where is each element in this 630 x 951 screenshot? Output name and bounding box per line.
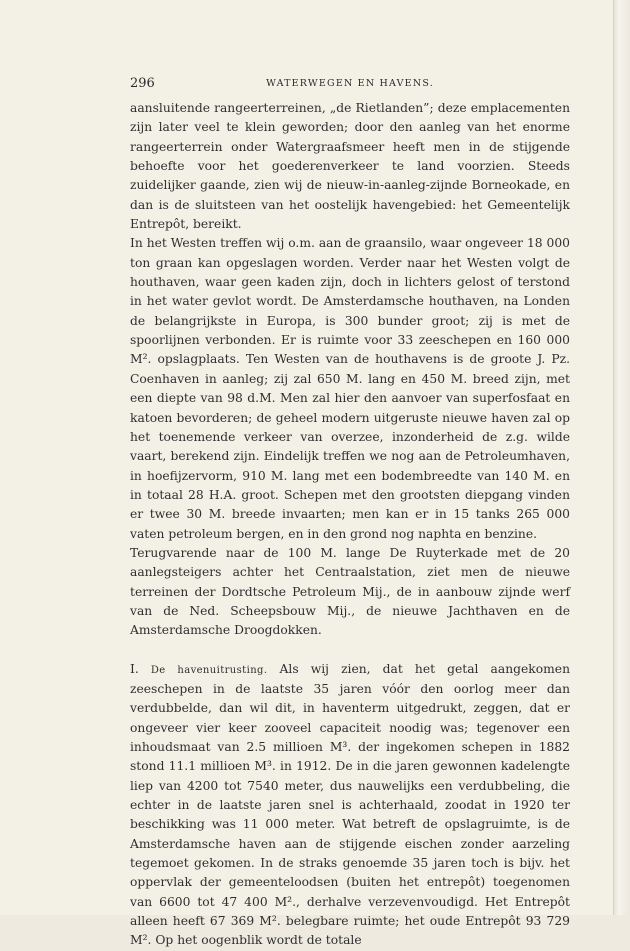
page-body bbox=[130, 99, 570, 951]
paragraph: In het Westen treffen wij o.m. aan de graansilo, waar ongeveer 18 000 ton graan kan opgeslagen worden. Verder naar het Westen volgt de houthaven, waar geen kaden zijn, doch in lichters gelost of terstond in het water gevlot wordt. De Amsterdamsche houthaven, na Londen de belangrijkste in Europa, is 300 bunder groot; zij is met de spoorlijnen verbonden. Er is ruimte voor 33 zeeschepen en 160 000 M². opslagplaats. Ten Westen van de houthavens is de groote J. Pz. Coenhaven in aanleg; zij zal 650 M. lang en 450 M. breed zijn, met een diepte van 98 d.M. Men zal hier den aanvoer van superfosfaat en katoen bevorderen; de geheel modern uitgeruste nieuwe haven zal op het toenemende verkeer van overzee, inzonderheid de z.g. wilde vaart, berekend zijn. Eindelijk treffen we nog aan de Petroleumhaven, in hoefijzervorm, 910 M. lang met een bodembreedte van 140 M. en in totaal 28 H.A. groot. Schepen met den grootsten diepgang vinden er twee 30 M. breede invaarten; men kan er in 15 tanks 265 000 vaten petroleum bergen, en in den grond nog naphta en benzine. bbox=[130, 236, 570, 541]
page-number: 296 bbox=[130, 76, 155, 91]
section-gap bbox=[130, 641, 570, 660]
running-title: WATERWEGEN EN HAVENS. bbox=[266, 78, 434, 89]
section-number: I. bbox=[130, 661, 139, 676]
section-heading: De havenuitrusting. bbox=[150, 664, 268, 676]
section-text: Als wij zien, dat het getal aangekomen zeeschepen in de laatste 35 jaren vóór den oorlog meer dan verdubbelde, dan wil dit, in haventerm uitgedrukt, zeggen, dat er ongeveer vier keer zooveel capaciteit noodig was; tegenover een inhoudsmaat van 2.5 millioen M³. der ingekomen schepen in 1882 stond 11.1 millioen M³. in 1912. De in die jaren gewonnen kadelengte liep van 4200 tot 7540 meter, dus nauwelijks een verdubbeling, die echter in de laatste jaren snel is achterhaald, zoodat in 1920 ter beschikking was 11 000 meter. Wat betreft de opslagruimte, is de Amsterdamsche haven aan de stijgende eischen zonder aarzeling tegemoet gekomen. In de straks genoemde 35 jaren toch is bijv. het oppervlak der gemeenteloodsen (buiten het entrepôt) toegenomen van 6600 tot 47 400 M²., derhalve verzevenvoudigd. Het Entrepôt alleen heeft 67 369 M². belegbare ruimte; het oude Entrepôt 93 729 M². Op het oogenblik wordt de totale bbox=[130, 661, 570, 948]
section-paragraph bbox=[130, 660, 570, 951]
paragraph: aansluitende rangeerterreinen, „de Rietlanden”; deze emplacementen zijn later veel te klein geworden; door den aanleg van het enorme rangeerterrein onder Watergraafsmeer heeft men in de stijgende behoefte voor het goederenverkeer te land voorzien. Steeds zuidelijker gaande, zien wij de nieuw-in-aanleg-zijnde Borneokade, en dan is de sluitsteen van het oostelijk havengebied: het Gemeentelijk Entrepôt, bereikt. bbox=[130, 101, 570, 232]
paragraph: Terugvarende naar de 100 M. lange De Ruyterkade met de 20 aanlegsteigers achter het Centraalstation, ziet men de nieuwe terreinen der Dordtsche Petroleum Mij., de in aanbouw zijnde werf van de Ned. Scheepsbouw Mij., de nieuwe Jachthaven en de Amsterdamsche Droogdokken. bbox=[130, 545, 570, 638]
page-edge bbox=[613, 0, 630, 915]
